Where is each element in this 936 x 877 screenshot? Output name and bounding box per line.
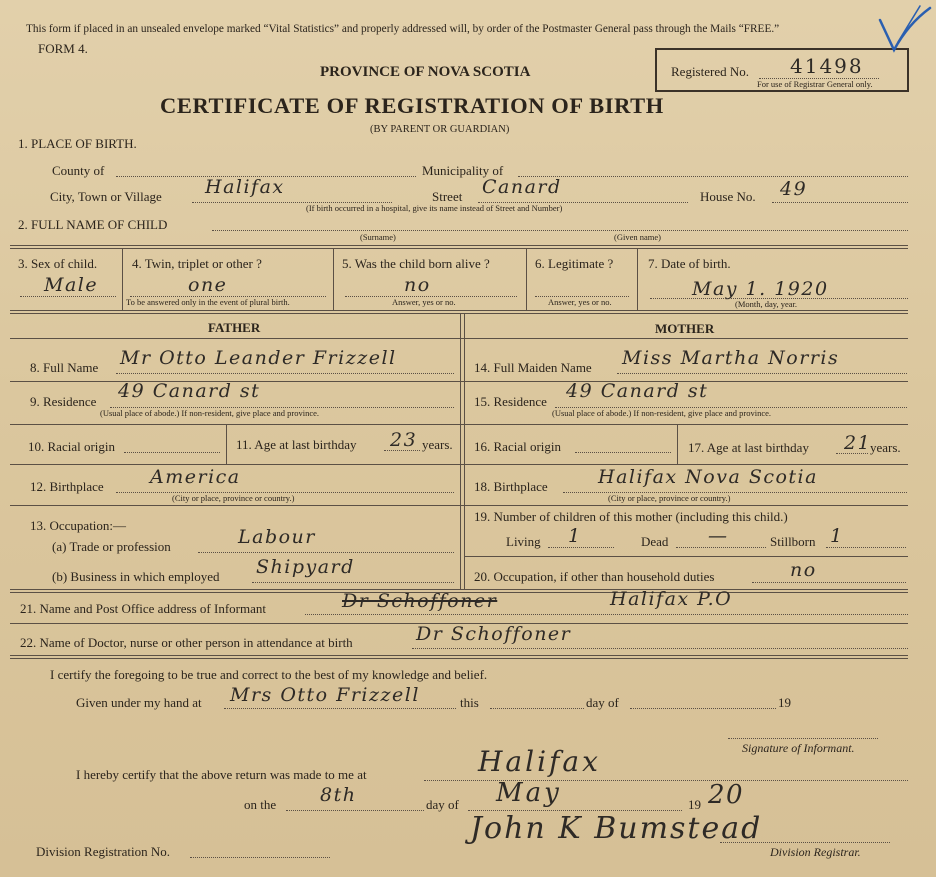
- born-alive-value: no: [404, 274, 431, 296]
- mother-name-value: Miss Martha Norris: [622, 347, 840, 369]
- division-registration-number-label: Division Registration No.: [36, 844, 170, 859]
- twin-value: one: [188, 274, 228, 296]
- division-registrar-caption: Division Registrar.: [770, 845, 861, 859]
- sex-label: 3. Sex of child.: [18, 256, 98, 271]
- mother-occupation-label: 20. Occupation, if other than household duties: [474, 569, 715, 584]
- province-heading: PROVINCE OF NOVA SCOTIA: [320, 64, 531, 80]
- hospital-note: (If birth occurred in a hospital, give its name instead of Street and Number): [306, 203, 563, 213]
- doctor-value: Dr Schoffoner: [416, 623, 572, 645]
- father-birthplace-note: (City or place, province or country.): [172, 493, 295, 503]
- house-number-value: 49: [780, 178, 808, 200]
- county-label: County of: [52, 163, 105, 178]
- date-of-birth-value: May 1. 1920: [692, 278, 829, 300]
- return-place-value: Halifax: [478, 745, 601, 778]
- father-age-value: 23: [390, 429, 418, 451]
- sex-value: Male: [44, 274, 99, 296]
- father-trade-value: Labour: [238, 526, 316, 548]
- registration-month-value: May: [496, 778, 562, 808]
- registration-day-of-label: day of: [426, 797, 459, 812]
- father-occupation-label: 13. Occupation:—: [30, 518, 127, 533]
- mother-age-years: years.: [870, 440, 901, 455]
- father-trade-label: (a) Trade or profession: [52, 539, 171, 554]
- father-residence-value: 49 Canard st: [118, 380, 261, 402]
- father-age-label: 11. Age at last birthday: [236, 437, 357, 452]
- street-label: Street: [432, 189, 463, 204]
- given-under-hand-label: Given under my hand at: [76, 695, 202, 710]
- this-label: this: [460, 695, 479, 710]
- mother-residence-value: 49 Canard st: [566, 380, 709, 402]
- city-value: Halifax: [205, 176, 285, 198]
- father-heading: FATHER: [208, 320, 261, 335]
- father-racial-origin-label: 10. Racial origin: [28, 439, 116, 454]
- living-label: Living: [506, 534, 541, 549]
- mother-residence-label: 15. Residence: [474, 394, 547, 409]
- mother-occupation-value: no: [790, 559, 817, 581]
- informant-struck-value: Dr Schoffoner: [342, 590, 498, 612]
- mother-residence-note: (Usual place of abode.) If non-resident, give place and province.: [552, 408, 772, 418]
- mother-name-label: 14. Full Maiden Name: [474, 360, 592, 375]
- legitimate-label: 6. Legitimate ?: [535, 256, 614, 271]
- mother-birthplace-value: Halifax Nova Scotia: [598, 466, 818, 488]
- mother-heading: MOTHER: [655, 321, 715, 336]
- check-mark-icon: [872, 2, 936, 62]
- page-subtitle: (BY PARENT OR GUARDIAN): [370, 124, 510, 135]
- registrar-use-note: For use of Registrar General only.: [757, 79, 873, 89]
- return-made-label: I hereby certify that the above return was made to me at: [76, 767, 367, 782]
- year-prefix: 19: [778, 695, 791, 710]
- street-value: Canard: [482, 176, 562, 198]
- date-of-birth-label: 7. Date of birth.: [648, 256, 731, 271]
- father-business-value: Shipyard: [256, 556, 355, 578]
- living-value: 1: [568, 525, 582, 547]
- father-birthplace-value: America: [150, 466, 241, 488]
- registered-number-box: [655, 48, 909, 92]
- twin-label: 4. Twin, triplet or other ?: [132, 256, 262, 271]
- mother-birthplace-note: (City or place, province or country.): [608, 493, 731, 503]
- given-name-caption: (Given name): [614, 232, 661, 242]
- house-number-label: House No.: [700, 189, 756, 204]
- stillborn-label: Stillborn: [770, 534, 816, 549]
- day-of-label: day of: [586, 695, 619, 710]
- child-name-label: 2. FULL NAME OF CHILD: [18, 217, 168, 232]
- legitimate-note: Answer, yes or no.: [548, 297, 612, 307]
- informant-value: Halifax P.O: [610, 588, 733, 610]
- date-of-birth-note: (Month, day, year.: [735, 299, 798, 309]
- father-name-value: Mr Otto Leander Frizzell: [120, 347, 397, 369]
- mother-age-label: 17. Age at last birthday: [688, 440, 809, 455]
- mother-children-label: 19. Number of children of this mother (including this child.): [474, 509, 788, 524]
- doctor-label: 22. Name of Doctor, nurse or other person in attendance at birth: [20, 635, 353, 650]
- dead-label: Dead: [641, 534, 669, 549]
- born-alive-label: 5. Was the child born alive ?: [342, 256, 490, 271]
- city-label: City, Town or Village: [50, 189, 162, 204]
- registered-value: 41498: [790, 54, 864, 78]
- registration-day-value: 8th: [320, 784, 357, 806]
- father-residence-label: 9. Residence: [30, 394, 97, 409]
- registration-year-value: 20: [708, 780, 745, 810]
- certification-statement: I certify the foregoing to be true and correct to the best of my knowledge and belief.: [50, 667, 488, 682]
- form-number: FORM 4.: [38, 41, 88, 56]
- mother-racial-origin-label: 16. Racial origin: [474, 439, 562, 454]
- division-registrar-signature: John K Bumstead: [470, 811, 763, 846]
- place-of-birth-heading: 1. PLACE OF BIRTH.: [18, 136, 137, 151]
- father-name-label: 8. Full Name: [30, 360, 99, 375]
- born-alive-note: Answer, yes or no.: [392, 297, 456, 307]
- mother-age-value: 21: [844, 432, 872, 454]
- father-business-label: (b) Business in which employed: [52, 569, 220, 584]
- surname-caption: (Surname): [360, 232, 396, 242]
- father-age-years: years.: [422, 437, 453, 452]
- father-birthplace-label: 12. Birthplace: [30, 479, 104, 494]
- dead-value: —: [708, 525, 729, 547]
- municipality-label: Municipality of: [422, 163, 504, 178]
- signature-of-informant-caption: Signature of Informant.: [742, 741, 855, 755]
- mother-birthplace-label: 18. Birthplace: [474, 479, 548, 494]
- father-residence-note: (Usual place of abode.) If non-resident, give place and province.: [100, 408, 320, 418]
- on-the-label: on the: [244, 797, 277, 812]
- page-title: CERTIFICATE OF REGISTRATION OF BIRTH: [160, 93, 664, 118]
- registration-year-prefix: 19: [688, 797, 701, 812]
- mail-notice: This form if placed in an unsealed envelope marked “Vital Statistics” and properly addressed will, by order of the Postmaster General pass through the Mails “FREE.”: [26, 23, 780, 35]
- twin-note: To be answered only in the event of plural birth.: [126, 297, 290, 307]
- informant-label: 21. Name and Post Office address of Informant: [20, 601, 266, 616]
- registered-label: Registered No.: [671, 64, 749, 79]
- given-under-hand-value: Mrs Otto Frizzell: [230, 684, 420, 706]
- stillborn-value: 1: [830, 525, 844, 547]
